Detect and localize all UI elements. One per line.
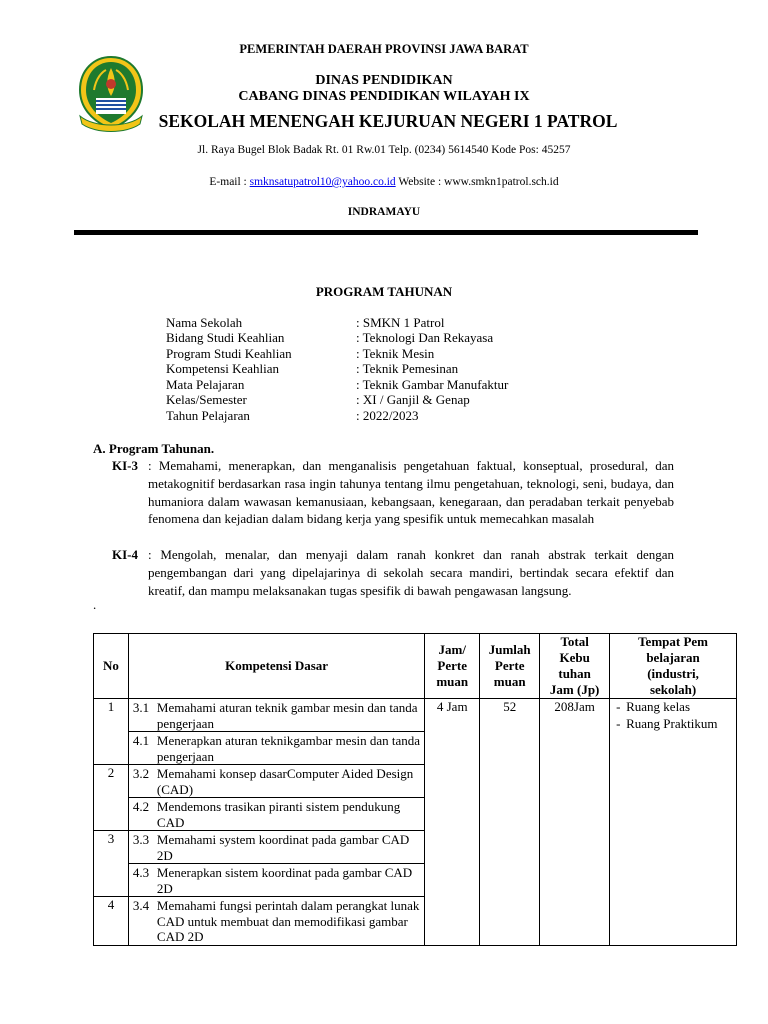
identity-value: : SMKN 1 Patrol xyxy=(356,315,445,330)
kd-number: 4.1 xyxy=(132,733,150,748)
kd-text: Menerapkan sistem koordinat pada gambar CAD 2D xyxy=(156,865,413,896)
identity-label: Nama Sekolah xyxy=(166,315,243,330)
kd-number: 3.4 xyxy=(132,898,150,913)
document-title: PROGRAM TAHUNAN xyxy=(315,284,453,299)
kd-cell xyxy=(128,831,424,864)
kd-cell xyxy=(128,864,424,897)
header-government: PEMERINTAH DAERAH PROVINSI JAWA BARAT xyxy=(239,42,529,56)
kd-text: Memahami aturan teknik gambar mesin dan tanda pengerjaan xyxy=(156,700,418,731)
kd-number: 3.2 xyxy=(132,766,150,781)
header-department: DINAS PENDIDIKAN xyxy=(315,73,453,88)
identity-value: : Teknologi Dan Rekayasa xyxy=(356,330,494,345)
tempat-item: - Ruang kelas xyxy=(616,699,691,714)
email-link[interactable]: smknsatupatrol10@yahoo.co.id xyxy=(249,176,396,188)
identity-value: : Teknik Gambar Manufaktur xyxy=(356,377,509,392)
identity-label: Kelas/Semester xyxy=(166,392,247,407)
row-no: 1 xyxy=(94,699,129,765)
identity-label: Kompetensi Keahlian xyxy=(166,361,279,376)
program-table xyxy=(93,633,737,946)
kd-text: Memahami konsep dasarComputer Aided Design (CAD) xyxy=(156,766,414,797)
kd-text: Mendemons trasikan piranti sistem pendukung CAD xyxy=(156,799,401,830)
header-tempat-pembelajaran: Tempat Pem belajaran (industri, sekolah) xyxy=(610,634,737,699)
identity-value: : XI / Ganjil & Genap xyxy=(356,392,470,407)
row-no: 2 xyxy=(94,765,129,831)
header-kompetensi-dasar: Kompetensi Dasar xyxy=(128,634,424,699)
row-no: 4 xyxy=(94,897,129,946)
kd-cell xyxy=(128,699,424,732)
identity-label: Tahun Pelajaran xyxy=(166,408,250,423)
contact-line xyxy=(0,176,768,188)
tempat-cell xyxy=(610,699,737,946)
school-name: SEKOLAH MENENGAH KEJURUAN NEGERI 1 PATROL xyxy=(158,111,618,131)
header-divider xyxy=(74,230,698,235)
identity-value: : Teknik Mesin xyxy=(356,346,435,361)
ki4-text: : Mengolah, menalar, dan menyaji dalam ranah konkret dan ranah abstrak terkait dengan pengembangan dari yang dipelajarinya di sekolah secara mandiri, bertindak secara efektif dan kreatif, dan mampu melaksanakan tugas spesifik di bawah pengawasan langsung. xyxy=(148,547,674,598)
stray-dot: . xyxy=(93,597,97,612)
header-branch: CABANG DINAS PENDIDIKAN WILAYAH IX xyxy=(238,89,530,104)
identity-label: Mata Pelajaran xyxy=(166,377,245,392)
header-no: No xyxy=(94,634,129,699)
jam-cell: 4 Jam xyxy=(425,699,480,946)
header-total-jam: Total Kebu tuhan Jam (Jp) xyxy=(540,634,610,699)
jumlah-cell: 52 xyxy=(480,699,540,946)
kd-cell xyxy=(128,765,424,798)
kd-number: 4.3 xyxy=(132,865,150,880)
kd-cell xyxy=(128,798,424,831)
city-name: INDRAMAYU xyxy=(347,206,421,218)
section-a-heading: A. Program Tahunan. xyxy=(93,441,215,456)
school-address: Jl. Raya Bugel Blok Badak Rt. 01 Rw.01 Telp. (0234) 5614540 Kode Pos: 45257 xyxy=(197,144,571,156)
kd-text: Memahami fungsi perintah dalam perangkat lunak CAD untuk membuat dan memodifikasi gambar CAD 2D xyxy=(156,898,420,944)
total-cell: 208Jam xyxy=(540,699,610,946)
kd-number: 3.1 xyxy=(132,700,150,715)
website-text: Website : www.smkn1patrol.sch.id xyxy=(395,176,559,188)
row-no: 3 xyxy=(94,831,129,897)
email-label: E-mail : xyxy=(209,176,250,188)
table-row xyxy=(94,699,737,732)
identity-label: Program Studi Keahlian xyxy=(166,346,292,361)
identity-value: : 2022/2023 xyxy=(356,408,419,423)
kd-text: Menerapkan aturan teknikgambar mesin dan tanda pengerjaan xyxy=(156,733,421,764)
identity-value: : Teknik Pemesinan xyxy=(356,361,459,376)
tempat-item: - Ruang Praktikum xyxy=(616,715,718,731)
header-jumlah-pertemuan: Jumlah Perte muan xyxy=(480,634,540,699)
kd-cell xyxy=(128,732,424,765)
header-jam-pertemuan: Jam/ Perte muan xyxy=(425,634,480,699)
kd-number: 3.3 xyxy=(132,832,150,847)
kd-text: Memahami system koordinat pada gambar CAD 2D xyxy=(156,832,410,863)
identity-label: Bidang Studi Keahlian xyxy=(166,330,285,345)
kd-number: 4.2 xyxy=(132,799,150,814)
ki3-label: KI-3 xyxy=(112,458,138,473)
table-header-row xyxy=(94,634,737,699)
ki3-text: : Memahami, menerapkan, dan menganalisis pengetahuan faktual, konseptual, prosedural, dan metakognitif berdasarkan rasa ingin tahunya tentang ilmu pengetahuan, teknologi, seni, budaya, dan humaniora dalam wawasan kemanusiaan, kebangsaan, kenegaraan, dan peradaban terkait penyebab fenomena dan kejadian dalam bidang kerja yang spesifik untuk memecahkan masalah xyxy=(148,458,674,527)
kd-cell xyxy=(128,897,424,946)
ki4-label: KI-4 xyxy=(112,547,138,562)
